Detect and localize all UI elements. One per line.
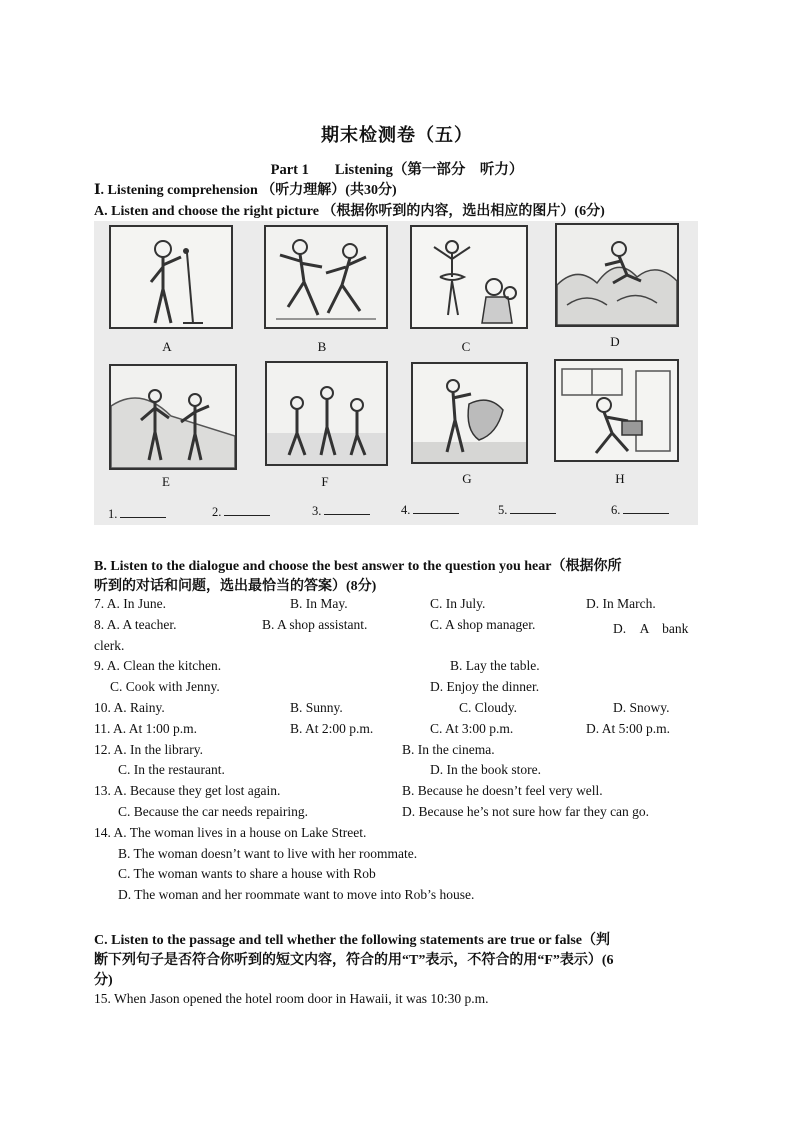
q11-option-b: B. At 2:00 p.m. [290,721,374,736]
section-b-heading-line1: B. Listen to the dialogue and choose the best answer to the question you hear（根据你所 [94,559,622,574]
q10-option-a: 10. A. Rainy. [94,700,165,715]
q11-option-c: C. At 3:00 p.m. [430,721,514,736]
q15-statement: 15. When Jason opened the hotel room door in Hawaii, it was 10:30 p.m. [94,991,489,1006]
q9-option-d: D. Enjoy the dinner. [430,679,540,694]
q7-option-a: 7. A. In June. [94,596,166,611]
picture-label-b: B [317,339,327,354]
q8-option-c: C. A shop manager. [430,617,536,632]
q7-option-b: B. In May. [290,596,348,611]
picture-label-a: A [162,339,172,354]
part-name: Listening（第一部分 听力） [334,162,524,178]
q8-option-a: 8. A. A teacher. [94,617,177,632]
picture-f [265,361,388,466]
q13-option-b: B. Because he doesn’t feel very well. [402,783,603,798]
section-c-heading-line3: 分) [94,973,113,988]
q9-option-a: 9. A. Clean the kitchen. [94,658,222,673]
q7-option-c: C. In July. [430,596,486,611]
answer-blank-2[interactable]: 2. [212,505,270,520]
picture-e [109,364,237,470]
q11-option-d: D. At 5:00 p.m. [586,721,671,736]
q14-option-d: D. The woman and her roommate want to move into Rob’s house. [118,887,475,902]
section-i-heading: Ⅰ. Listening comprehension （听力理解）(共30分) [94,183,397,198]
q13-option-c: C. Because the car needs repairing. [118,804,309,819]
q7-option-d: D. In March. [586,596,656,611]
q9-option-c: C. Cook with Jenny. [110,679,220,694]
picture-label-f: F [321,474,329,489]
answer-blank-4[interactable]: 4. [401,503,459,518]
picture-panel [94,221,698,525]
picture-g [411,362,528,464]
q14-option-c: C. The woman wants to share a house with Rob [118,866,376,881]
picture-c [410,225,528,329]
q12-option-a: 12. A. In the library. [94,742,203,757]
q8-option-b: B. A shop assistant. [262,617,368,632]
q8-option-d: D. A bank [613,621,689,636]
answer-blank-6[interactable]: 6. [611,503,669,518]
q14-option-b: B. The woman doesn’t want to live with her roommate. [118,846,418,861]
q12-option-c: C. In the restaurant. [118,762,225,777]
q13-option-a: 13. A. Because they get lost again. [94,783,281,798]
q10-option-b: B. Sunny. [290,700,343,715]
section-c-heading-line1: C. Listen to the passage and tell whether the following statements are true or false（判 [94,933,611,948]
part-heading [0,158,794,179]
q11-option-a: 11. A. At 1:00 p.m. [94,721,198,736]
picture-label-h: H [615,471,625,486]
part-number: Part 1 [270,162,309,178]
q14-option-a: 14. A. The woman lives in a house on Lake Street. [94,825,367,840]
q10-option-d: D. Snowy. [613,700,670,715]
answer-blank-1[interactable]: 1. [108,507,166,522]
section-b-heading-line2: 听到的对话和问题，选出最恰当的答案）(8分) [94,579,377,594]
picture-label-g: G [462,471,472,486]
picture-label-c: C [461,339,471,354]
section-a-heading: A. Listen and choose the right picture （根据你听到的内容，选出相应的图片）(6分) [94,204,605,219]
page-title: 期末检测卷（五） [321,125,473,145]
q13-option-d: D. Because he’s not sure how far they can go. [402,804,650,819]
q8-option-d-wrap: clerk. [94,638,125,653]
picture-label-d: D [610,334,620,349]
answer-blank-5[interactable]: 5. [498,503,556,518]
q12-option-d: D. In the book store. [430,762,541,777]
picture-d [555,223,679,327]
q10-option-c: C. Cloudy. [459,700,518,715]
section-c-heading-line2: 断下列句子是否符合你听到的短文内容，符合的用“T”表示，不符合的用“F”表示）(6 [94,953,614,968]
q9-option-b: B. Lay the table. [450,658,540,673]
picture-b [264,225,388,329]
picture-a [109,225,233,329]
answer-blank-3[interactable]: 3. [312,504,370,519]
q12-option-b: B. In the cinema. [402,742,495,757]
picture-h [554,359,679,462]
picture-label-e: E [162,474,170,489]
